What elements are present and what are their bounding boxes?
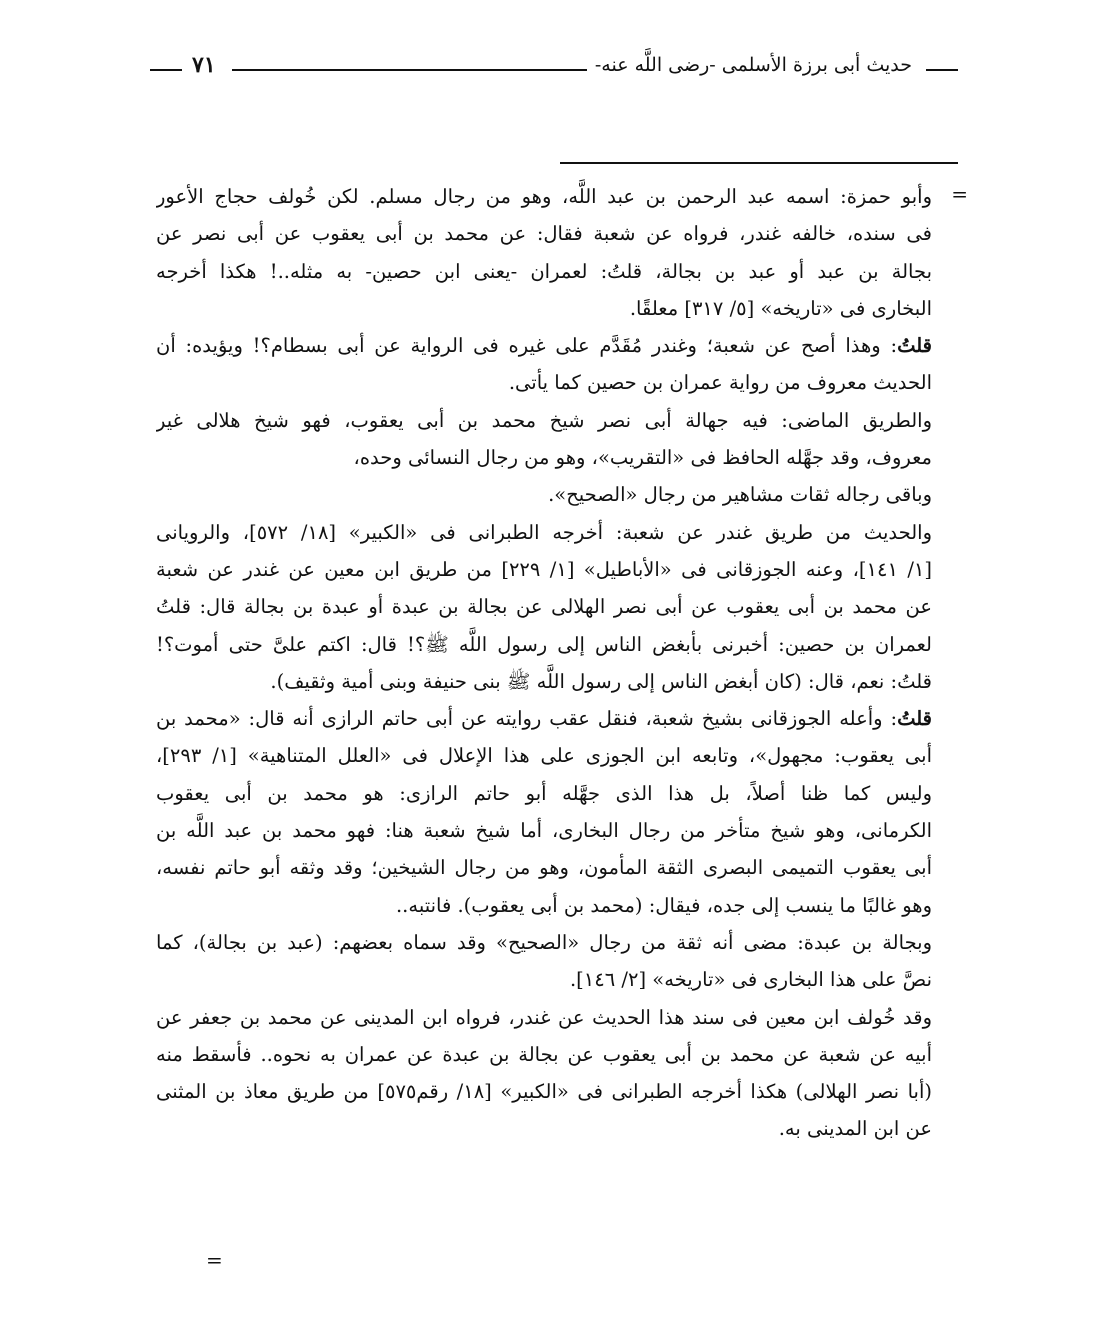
text-line (156, 215, 932, 252)
footnote-separator (560, 162, 958, 164)
line-text: وأبو حمزة: اسمه عبد الرحمن بن عبد اللَّه، وهو من رجال مسلم. لكن خُولف حجاج الأعور (156, 185, 932, 208)
header-rule-right (926, 69, 958, 71)
header-title: حديث أبى برزة الأسلمى -رضى اللَّه عنه- (587, 54, 920, 76)
line-text: وقد خُولف ابن معين فى سند هذا الحديث عن غندر، فرواه ابن المدينى عن محمد بن جعفر عن (156, 1005, 932, 1029)
header-rule-left (150, 69, 184, 71)
line-text: أبيه عن شعبة عن محمد بن أبى يعقوب عن بجالة بن عبدة عن عمران به نحوه.. فأسقط منه (156, 1042, 932, 1066)
text-line (156, 849, 932, 886)
line-text: الكرمانى، وهو شيخ متأخر من رجال البخارى، أما شيخ شعبة هنا: فهو محمد بن عبد اللَّه بن (156, 819, 932, 843)
line-text: وباقى رجاله ثقات مشاهير من رجال «الصحيح». (548, 483, 932, 507)
text-line (156, 327, 932, 364)
line-text: وهو غالبًا ما ينسب إلى جده، فيقال: (محمد بن أبى يعقوب). فانتبه.. (395, 893, 932, 917)
line-text: لعمران بن حصين: أخبرنى بأبغض الناس إلى رسول اللَّه ﷺ؟! قال: اكتم علىَّ حتى أموت؟! (156, 632, 932, 656)
line-text: الحديث معروف من رواية عمران بن حصين كما يأتى. (508, 371, 932, 395)
text-line (156, 663, 932, 700)
text-line (156, 775, 932, 812)
bold-lead-word: قلتُ (897, 707, 932, 731)
text-line (156, 812, 932, 849)
line-text: [١/ ١٤١]، وعنه الجوزقانى فى «الأباطيل» [١/ ٢٢٩] من طريق ابن معين عن غندر عن شعبة (156, 557, 932, 581)
text-line (156, 626, 932, 663)
bold-lead-word: قلتُ (897, 334, 932, 358)
line-text: : وهذا أصح عن شعبة؛ وغندر مُقَدَّم على غيره فى الرواية عن أبى بسطام؟! ويؤيده: أن (156, 334, 898, 358)
line-text: أبى يعقوب التميمى البصرى الثقة المأمون، وهو من رجال الشيخين؛ وقد وثقه أبو حاتم نفسه، (156, 856, 932, 880)
text-line (156, 476, 932, 513)
line-text: قلتُ: نعم، قال: (كان أبغض الناس إلى رسول اللَّه ﷺ بنى حنيفة وبنى أمية وثقيف). (270, 669, 932, 693)
text-line (156, 178, 932, 215)
line-text: نصَّ على هذا البخارى فى «تاريخه» [٢/ ١٤٦]. (569, 968, 932, 992)
line-text: عن محمد بن أبى يعقوب عن أبى نصر الهلالى عن بجالة بن عبدة أو عبدة بن بجالة قال: قلتُ (156, 595, 932, 619)
text-line (156, 364, 932, 401)
line-text: أبى يعقوب: مجهول»، وتابعه ابن الجوزى على هذا الإعلال فى «العلل المتناهية» [١/ ٢٩٣]، (156, 744, 932, 768)
line-text: معروف، وقد جهَّله الحافظ فى «التقريب»، وهو من رجال النسائى وحده، (353, 446, 932, 470)
text-line (156, 1110, 932, 1147)
text-line (156, 999, 932, 1036)
text-line (156, 1036, 932, 1073)
line-text: وليس كما ظنا أصلاً، بل هذا الذى جهَّله أبو حاتم الرازى: هو محمد بن أبى يعقوب (156, 781, 932, 805)
line-text: البخارى فى «تاريخه» [٥/ ٣١٧] معلقًا. (629, 296, 932, 320)
line-text: : وأعله الجوزقانى بشيخ شعبة، فنقل عقب روايته عن أبى حاتم الرازى أنه قال: «محمد بن (156, 707, 898, 731)
line-text: بجالة بن عبد أو عبد بن بجالة، قلتُ: لعمران -يعنى ابن حصين- به مثله..! هكذا أخرجه (156, 259, 932, 283)
line-text: وبجالة بن عبدة: مضى أنه ثقة من رجال «الصحيح» وقد سماه بعضهم: (عبد بن بجالة)، كما (156, 930, 932, 954)
text-line (156, 924, 932, 961)
text-line (156, 439, 932, 476)
text-line (156, 961, 932, 998)
page-number: ٧١ (182, 52, 226, 78)
text-line (156, 1073, 932, 1110)
text-line (156, 253, 932, 290)
line-text: والحديث من طريق غندر عن شعبة: أخرجه الطبرانى فى «الكبير» [١٨/ ٥٧٢]، والرويانى (156, 520, 932, 544)
text-line (156, 887, 932, 924)
text-line (156, 737, 932, 774)
header-rule-middle (232, 69, 628, 71)
text-line (156, 514, 932, 551)
text-line (156, 588, 932, 625)
line-text: عن ابن المدينى به. (778, 1117, 932, 1141)
footnote-body (156, 178, 932, 1148)
text-line (156, 290, 932, 327)
text-line (156, 402, 932, 439)
continuation-marker-top: = (951, 182, 968, 206)
text-line (156, 700, 932, 737)
line-text: (أبا نصر الهلالى) هكذا أخرجه الطبرانى فى «الكبير» [١٨/ رقم٥٧٥] من طريق معاذ بن المثنى (156, 1080, 932, 1104)
text-line (156, 551, 932, 588)
line-text: فى سنده، خالفه غندر، فرواه عن شعبة فقال: عن محمد بن أبى يعقوب عن أبى نصر عن (156, 222, 932, 246)
running-header (150, 52, 958, 86)
continuation-marker-bottom: = (206, 1248, 223, 1272)
line-text: والطريق الماضى: فيه جهالة أبى نصر شيخ محمد بن أبى يعقوب، فهو شيخ هلالى غير (156, 408, 932, 432)
